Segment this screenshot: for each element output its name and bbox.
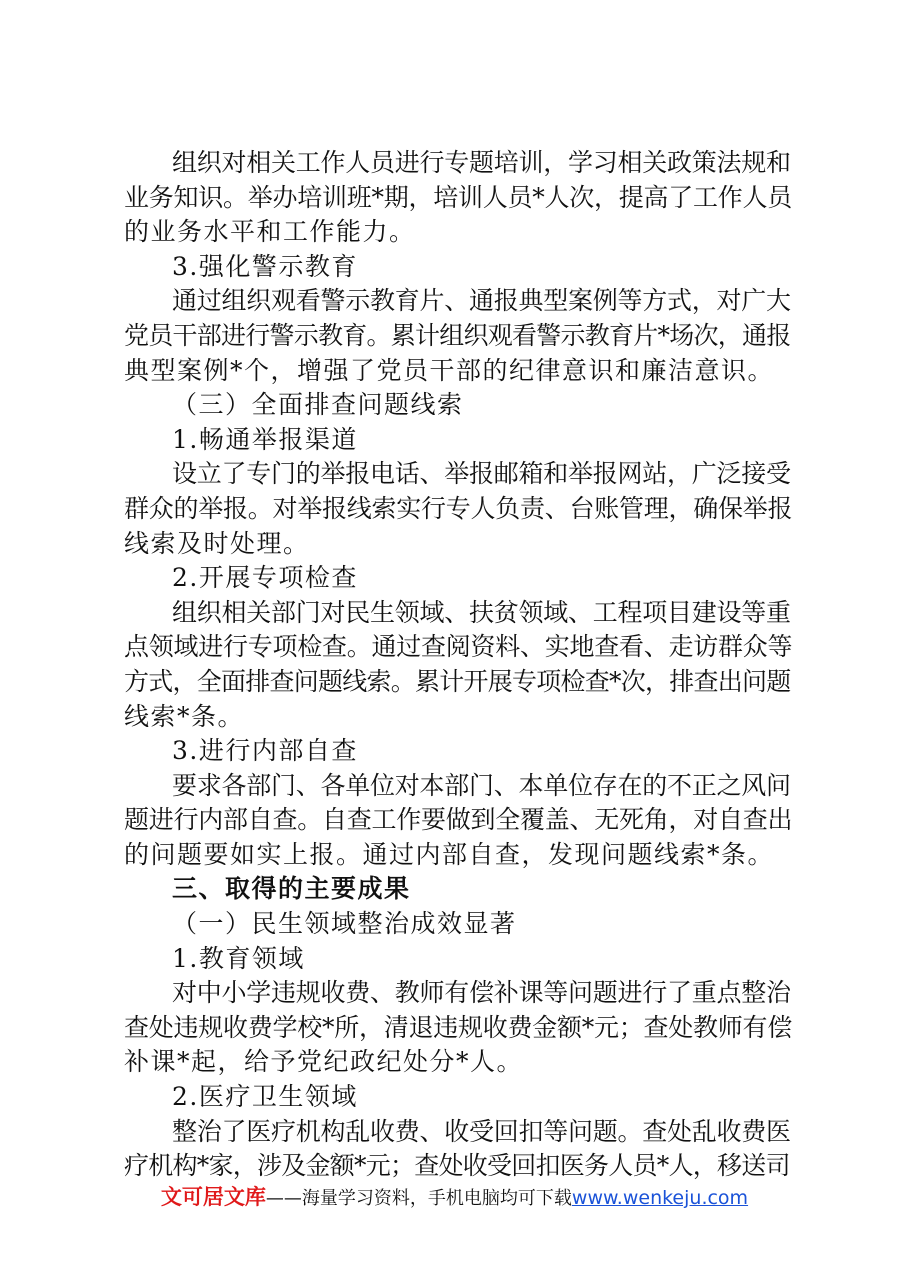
text-line: 典型案例*个，增强了党员干部的纪律意识和廉洁意识。	[124, 355, 775, 385]
footer-slogan: ——海量学习资料，手机电脑均可下载	[265, 1188, 572, 1209]
text-line: 通过组织观看警示教育片、通报典型案例等方式，对广大	[172, 286, 791, 316]
text-line: 组织相关部门对民生领域、扶贫领域、工程项目建设等重	[172, 597, 791, 627]
text-line: 查处违规收费学校*所，清退违规收费金额*元；查处教师有偿	[124, 1012, 793, 1042]
text-line: 线索及时处理。	[124, 528, 310, 558]
text-line: 对中小学违规收费、教师有偿补课等问题进行了重点整治	[172, 978, 791, 1008]
text-line: 1.畅通举报渠道	[172, 424, 358, 454]
text-line: 2.医疗卫生领域	[172, 1082, 358, 1112]
text-line: 点领域进行专项检查。通过查阅资料、实地查看、走访群众等	[124, 632, 793, 662]
footer-link[interactable]: www.wenkeju.com	[571, 1187, 749, 1209]
text-line: 群众的举报。对举报线索实行专人负责、台账管理，确保举报	[124, 493, 793, 523]
text-line: 疗机构*家，涉及金额*元；查处收受回扣医务人员*人，移送司	[124, 1151, 790, 1181]
text-line: 方式，全面排查问题线索。累计开展专项检查*次，排查出问题	[124, 666, 791, 696]
text-line: 整治了医疗机构乱收费、收受回扣等问题。查处乱收费医	[172, 1116, 791, 1146]
text-line: 1.教育领域	[172, 943, 305, 973]
text-line: 业务知识。举办培训班*期，培训人员*人次，提高了工作人员	[124, 182, 793, 212]
text-line: 3.强化警示教育	[172, 251, 358, 281]
text-line: 党员干部进行警示教育。累计组织观看警示教育片*场次，通报	[124, 320, 791, 350]
text-line: （三）全面排查问题线索	[172, 390, 464, 420]
section-heading: 三、取得的主要成果	[172, 874, 411, 904]
text-line: 的问题要如实上报。通过内部自查，发现问题线索*条。	[124, 839, 775, 869]
document-body	[124, 146, 796, 1184]
text-line: 题进行内部自查。自查工作要做到全覆盖、无死角，对自查出	[124, 805, 793, 835]
text-line: 设立了专门的举报电话、举报邮箱和举报网站，广泛接受	[172, 459, 791, 489]
text-line: 补课*起，给予党纪政纪处分*人。	[124, 1047, 524, 1077]
text-line: 组织对相关工作人员进行专题培训，学习相关政策法规和	[172, 148, 791, 177]
text-line: （一）民生领域整治成效显著	[172, 909, 517, 939]
text-line: 要求各部门、各单位对本部门、本单位存在的不正之风问	[172, 770, 791, 800]
text-line: 线索*条。	[124, 701, 245, 731]
text-line: 2.开展专项检查	[172, 563, 358, 593]
text-line: 3.进行内部自查	[172, 736, 358, 766]
text-line: 的业务水平和工作能力。	[124, 217, 416, 247]
footer-brand: 文可居文库	[160, 1185, 266, 1209]
footer-banner	[0, 1181, 909, 1211]
